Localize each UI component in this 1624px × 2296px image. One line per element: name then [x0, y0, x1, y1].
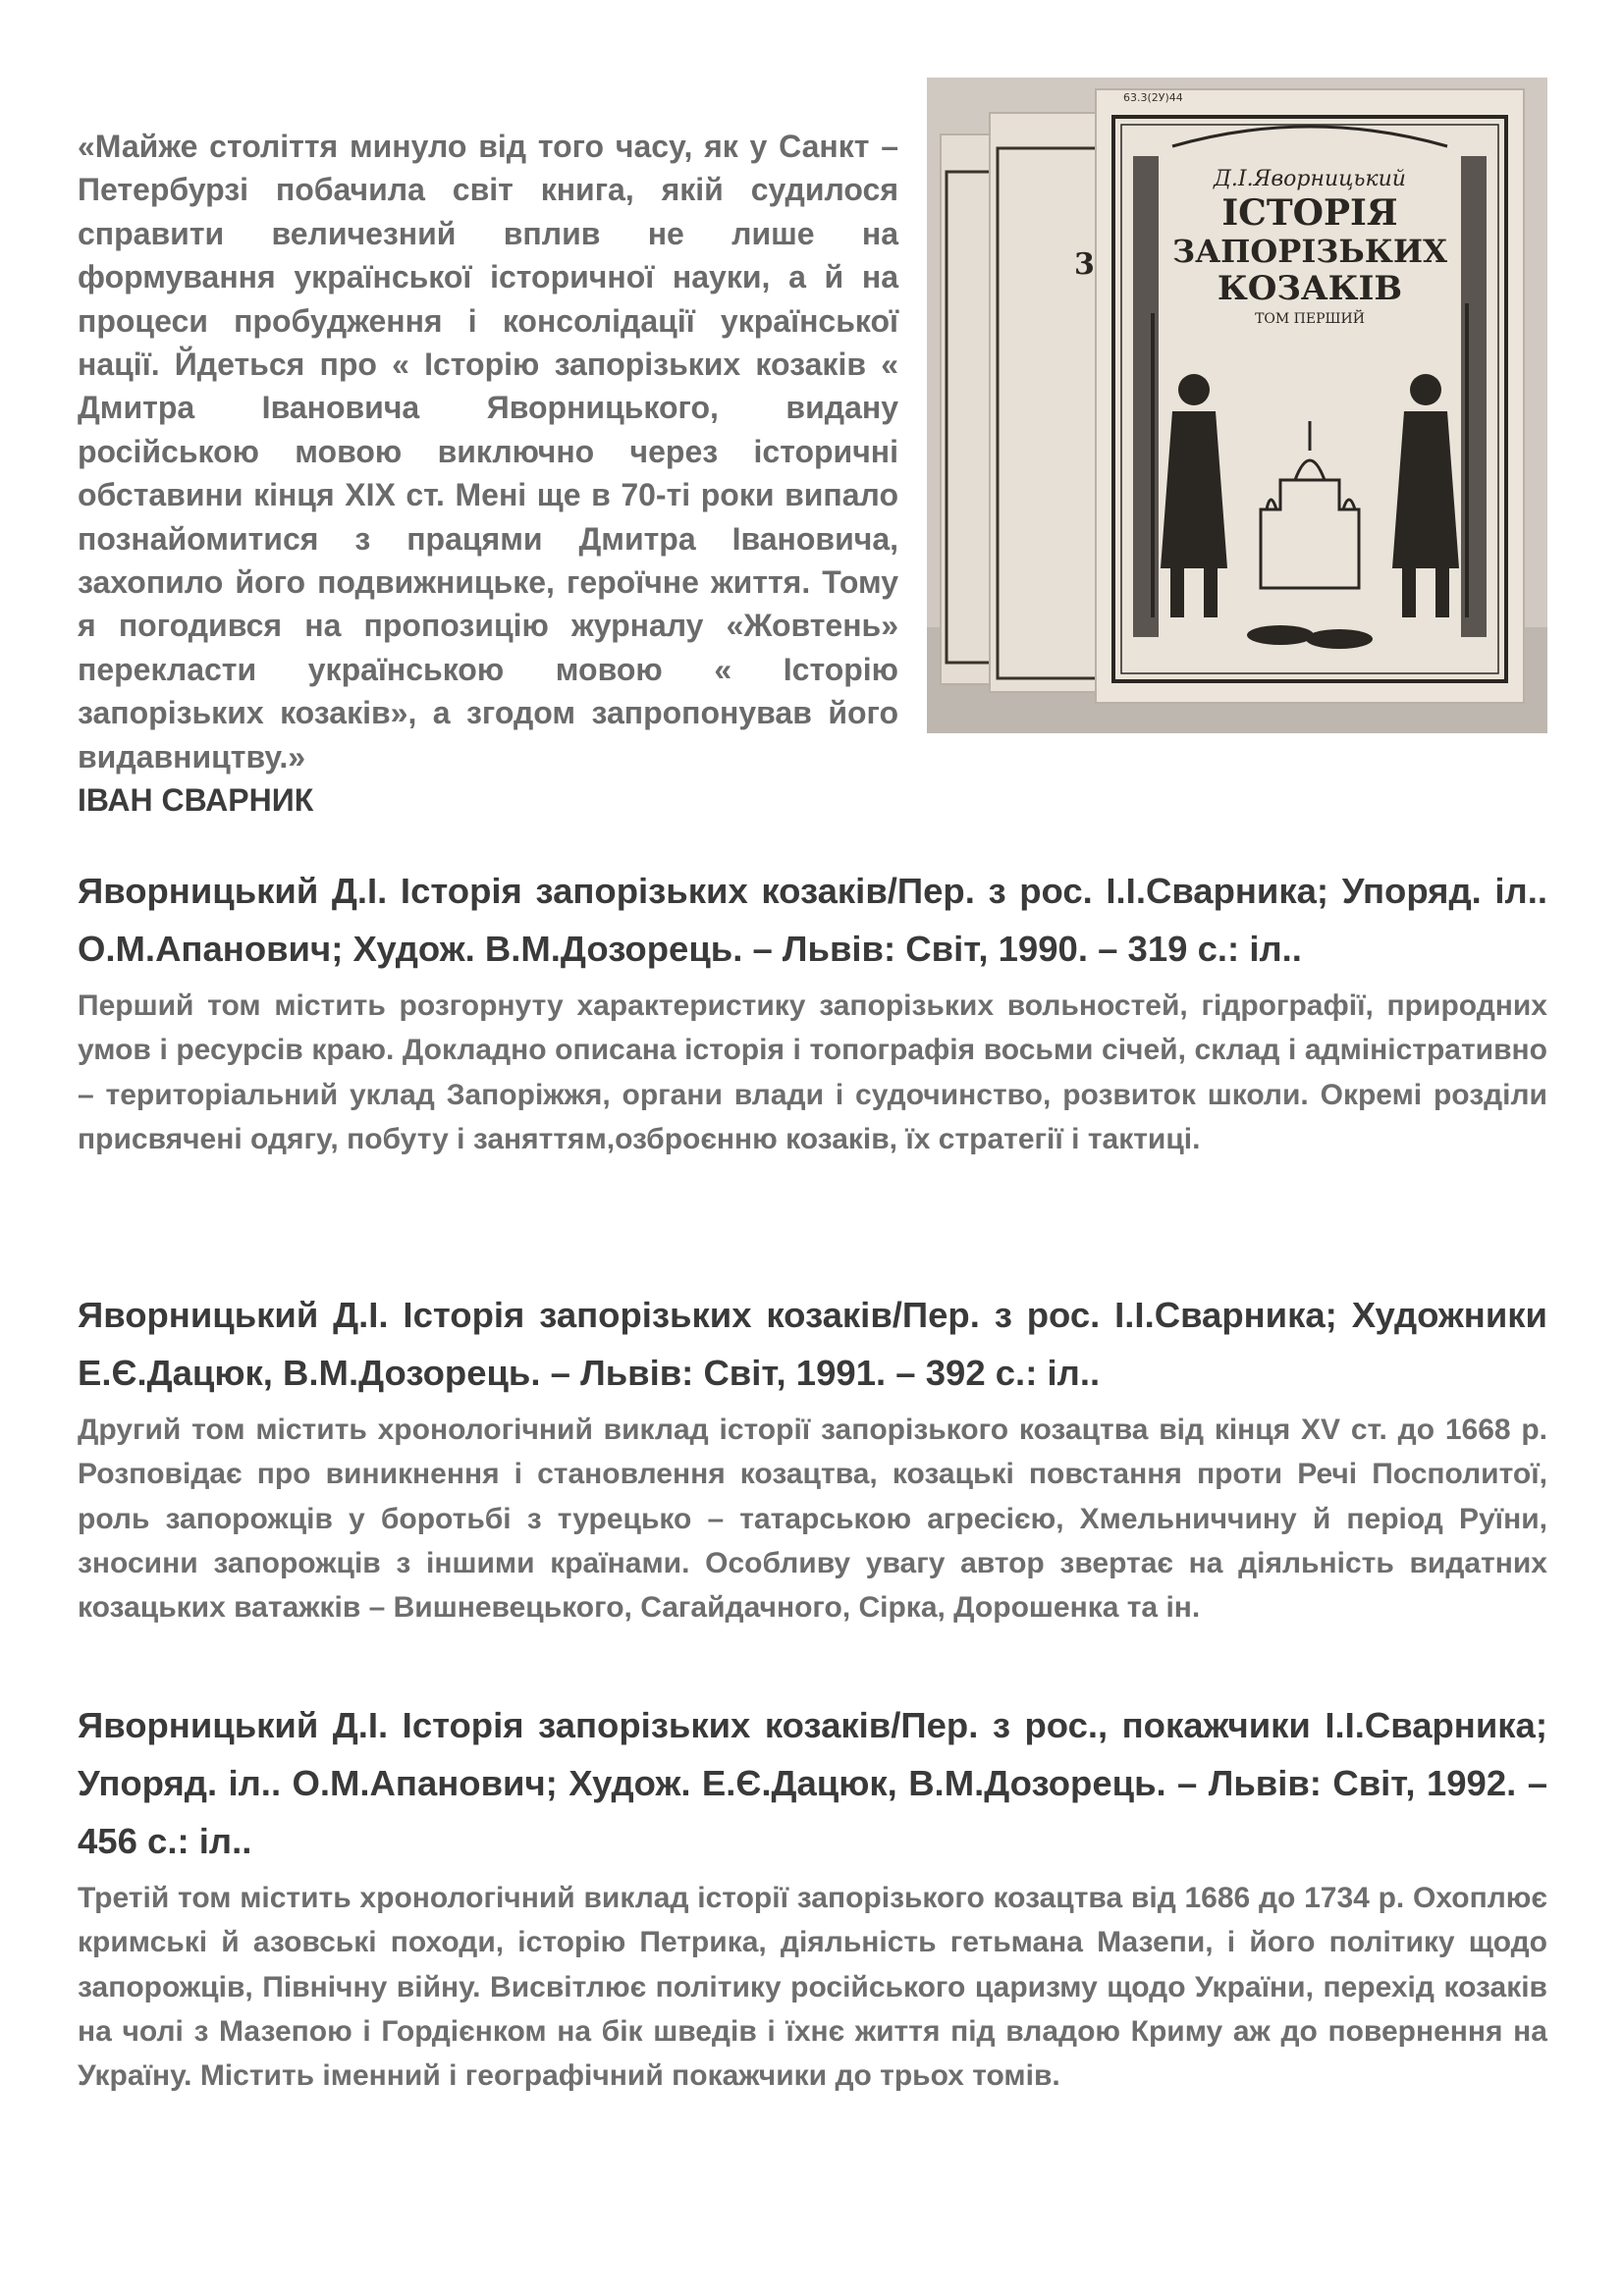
book-entry-volume-2	[78, 1286, 1547, 1629]
book-entry-volume-3	[78, 1696, 1547, 2098]
entry-description: Перший том містить розгорнуту характеристику запорізьких вольностей, гідрографії, природних умов і ресурсів краю. Докладно описана історія і топографія восьми січей, склад і адміністративно – територіальний уклад Запоріжжя, органи влади і судочинство, розвиток школи. Окремі розділи присвячені одягу, побуту і заняттям,озброєнню козаків, їх стратегії і тактиці.	[78, 989, 1547, 1155]
cover-title-line-1: ІСТОРІЯ	[1221, 192, 1398, 234]
entry-title: Яворницький Д.І. Історія запорізьких козаків/Пер. з рос., покажчики І.І.Сварника; Упоряд. іл.. О.М.Апанович; Худож. Е.Є.Дацюк, В.М.Дозорець. – Львів: Світ, 1992. – 456 с.: іл..	[78, 1705, 1547, 1861]
book-cover-illustration	[927, 78, 1547, 733]
cover-author: Д.І.Яворницький	[1214, 167, 1406, 191]
book-cover-photo	[927, 78, 1547, 733]
entry-description: Третій том містить хронологічний виклад історії запорізького козацтва від 1686 до 1734 р. Охоплює кримські й азовські походи, історію Петрика, діяльність гетьмана Мазепи, і його політику щодо запорожців, Північну війну. Висвітлює політику російського царизму щодо України, перехід козаків на чолі з Мазепою і Гордієнком на бік шведів і їхнє життя під владою Криму аж до повернення на Україну. Містить іменний і географічний покажчики до трьох томів.	[78, 1882, 1547, 2093]
cover-title-line-3: КОЗАКІВ	[1217, 269, 1403, 308]
entry-description: Другий том містить хронологічний виклад історії запорізького козацтва від кінця XV ст. до 1668 р. Розповідає про виникнення і становлення козацтва, козацькі повстання проти Речі Посполитої, роль запорожців у боротьбі з турецько – татарською агресією, Хмельниччину й період Руїни, зносини запорожців з іншими країнами. Особливу увагу автор звертає на діяльність видатних козацьких ватажків – Вишневецького, Сагайдачного, Сірка, Дорошенка та ін.	[78, 1414, 1547, 1625]
entry-title: Яворницький Д.І. Історія запорізьких козаків/Пер. з рос. І.І.Сварника; Художники Е.Є.Дацюк, В.М.Дозорець. – Львів: Світ, 1991. – 392 с.: іл..	[78, 1295, 1547, 1393]
book-entry-volume-1	[78, 862, 1547, 1161]
cover-volume: ТОМ ПЕРШИЙ	[1255, 311, 1365, 327]
quote-block	[78, 125, 898, 822]
spine-numeral: 3	[1074, 247, 1095, 282]
library-code: 63.3(2У)44	[1123, 91, 1183, 104]
quote-author: ІВАН СВАРНИК	[78, 782, 314, 819]
entry-title: Яворницький Д.І. Історія запорізьких козаків/Пер. з рос. І.І.Сварника; Упоряд. іл.. О.М.Апанович; Худож. В.М.Дозорець. – Львів: Світ, 1990. – 319 с.: іл..	[78, 871, 1547, 969]
cover-title-line-2: ЗАПОРІЗЬКИХ	[1172, 233, 1447, 270]
quote-text: «Майже століття минуло від того часу, як у Санкт – Петербурзі побачила світ книга, якій судилося справити величезний вплив не лише на формування української історичної науки, а й на процеси пробудження і консолідації української нації. Йдеться про « Історію запорізьких козаків « Дмитра Івановича Яворницького, видану російською мовою виключно через історичні обставини кінця ХІХ ст. Мені ще в 70-ті роки випало познайомитися з працями Дмитра Івановича, захопило його подвижницьке, героїчне життя. Тому я погодився на пропозицію журналу «Жовтень» перекласти українською мовою « Історію запорізьких козаків», а згодом запропонував його видавництву.»	[78, 129, 898, 774]
